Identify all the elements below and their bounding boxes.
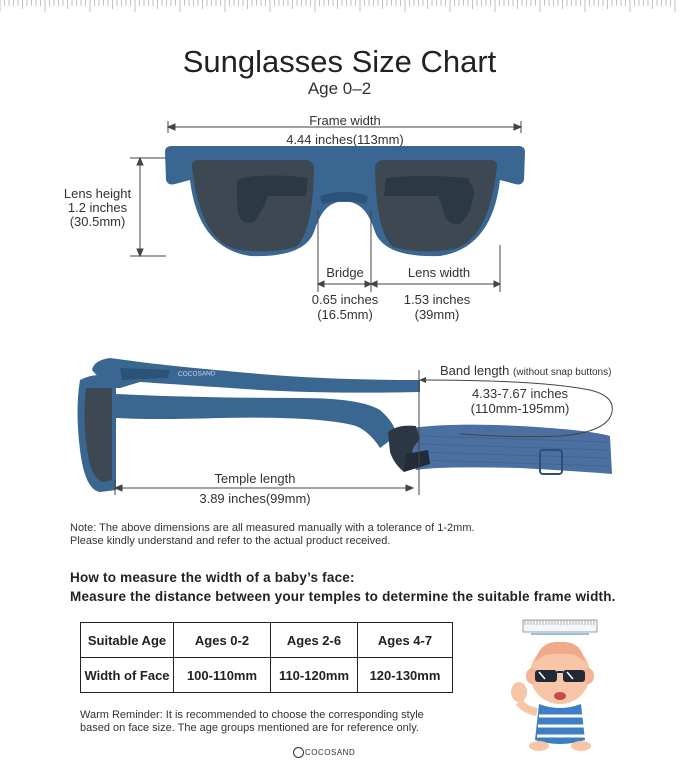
- table-cell: Width of Face: [81, 658, 174, 693]
- how-to-measure: [70, 568, 616, 606]
- how-line-2: Measure the distance between your temples to determine the suitable frame width.: [70, 589, 616, 604]
- bridge-value: 0.65 inches: [311, 292, 379, 307]
- table-header-row: [81, 623, 453, 658]
- warm-line-2: based on face size. The age groups mentioned are for reference only.: [80, 722, 419, 734]
- note-text: [70, 522, 475, 548]
- lens-height-value: 1.2 inches: [67, 200, 128, 215]
- page-title: Sunglasses Size Chart: [182, 44, 497, 79]
- table-cell: Suitable Age: [81, 623, 174, 658]
- lens-width-label: Lens width: [407, 265, 471, 280]
- temple-length-label: Temple length: [214, 471, 296, 486]
- table-cell: Ages 2-6: [271, 623, 358, 658]
- note-line-2: Please kindly understand and refer to the actual product received.: [70, 535, 391, 547]
- band-length-note: (without snap buttons): [513, 367, 612, 378]
- table-cell: Ages 4-7: [358, 623, 453, 658]
- temple-brand-text: COCOSAND: [177, 370, 216, 378]
- how-line-1: How to measure the width of a baby’s face:: [70, 570, 355, 585]
- warm-reminder: [80, 709, 424, 735]
- frame-width-value: 4.44 inches(113mm): [286, 132, 404, 147]
- size-table: [80, 622, 453, 693]
- table-cell: 110-120mm: [271, 658, 358, 693]
- warm-line-1: Warm Reminder: It is recommended to choose the corresponding style: [80, 709, 424, 721]
- band-length-mm: (110mm-195mm): [470, 401, 570, 416]
- band-length-title: Band length: [440, 363, 510, 378]
- lens-height-mm: (30.5mm): [69, 214, 126, 229]
- band-length-label: [440, 363, 620, 381]
- table-cell: Ages 0-2: [174, 623, 271, 658]
- frame-width-label: Frame width: [309, 113, 381, 128]
- brand-name: COCOSAND: [305, 748, 356, 757]
- lens-height-label: Lens height: [63, 186, 132, 201]
- lens-width-value: 1.53 inches: [403, 292, 471, 307]
- front-glasses-frame: [165, 146, 525, 256]
- bridge-label: Bridge: [326, 265, 364, 280]
- brand-logo-icon: [293, 747, 304, 758]
- table-cell: 120-130mm: [358, 658, 453, 693]
- note-line-1: Note: The above dimensions are all measured manually with a tolerance of 1-2mm.: [70, 522, 475, 534]
- page-subtitle: Age 0–2: [307, 79, 372, 98]
- table-row: [81, 658, 453, 693]
- bridge-mm: (16.5mm): [317, 307, 373, 322]
- temple-length-value: 3.89 inches(99mm): [199, 491, 311, 506]
- lens-width-mm: (39mm): [414, 307, 460, 322]
- band-length-value: 4.33-7.67 inches: [471, 386, 569, 401]
- table-cell: 100-110mm: [174, 658, 271, 693]
- baby-illustration: [505, 612, 605, 752]
